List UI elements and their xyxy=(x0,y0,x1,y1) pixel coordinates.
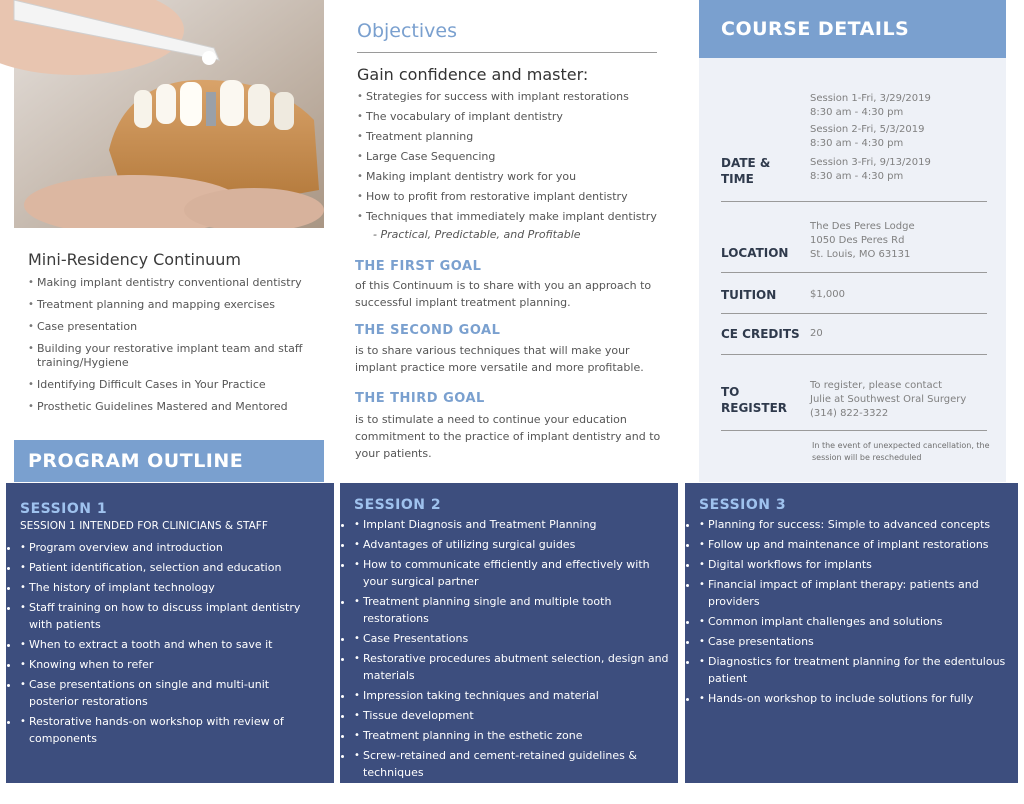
list-item: • • Implant Diagnosis and Treatment Planning xyxy=(354,516,672,533)
session-3-list xyxy=(699,516,1009,710)
dental-model-photo xyxy=(14,0,324,228)
list-item: • Case presentation xyxy=(28,320,324,334)
objectives-subtitle: Gain confidence and master: xyxy=(357,65,589,84)
ce-credits-value: 20 xyxy=(810,328,823,339)
list-item: • • Knowing when to refer xyxy=(20,656,320,673)
list-item: • • Case presentations on single and multi-unit posterior restorations xyxy=(20,676,320,710)
second-goal-text: is to share various techniques that will make your implant practice more versatile and more profitable. xyxy=(355,344,644,374)
list-item: • • Hands-on provisional workshop xyxy=(354,784,672,801)
list-item: • • Impression taking techniques and material xyxy=(354,687,672,704)
session-2-time: 8:30 am - 4:30 pm xyxy=(810,138,904,149)
course-details-title: COURSE DETAILS xyxy=(721,18,910,40)
session-2-title: SESSION 2 xyxy=(354,497,442,513)
list-item: • • Patient identification, selection and education xyxy=(20,559,320,576)
list-item: • • Common implant challenges and solutions xyxy=(699,613,1009,630)
list-item: • • Financial impact of implant therapy: patients and providers xyxy=(699,576,1009,610)
list-item: • • Case Presentations xyxy=(354,630,672,647)
mini-residency-section xyxy=(14,228,324,440)
course-details-header xyxy=(699,0,1006,58)
second-goal-heading: THE SECOND GOAL xyxy=(355,323,501,338)
session-1-time: 8:30 am - 4:30 pm xyxy=(810,107,904,118)
list-item: • Building your restorative implant team and staff training/Hygiene xyxy=(28,342,324,370)
list-item: • The vocabulary of implant dentistry xyxy=(357,109,667,125)
list-item: • • The history of implant technology xyxy=(20,579,320,596)
register-label: TO REGISTER xyxy=(721,385,788,415)
list-item: • Making implant dentistry conventional dentistry xyxy=(28,276,324,290)
third-goal-heading: THE THIRD GOAL xyxy=(355,391,485,406)
session-3-panel xyxy=(685,483,1018,783)
list-item: • Identifying Difficult Cases in Your Practice xyxy=(28,378,324,392)
location-line-3: St. Louis, MO 63131 xyxy=(810,249,911,260)
session-2-date: Session 2-Fri, 5/3/2019 xyxy=(810,124,925,135)
location-line-1: The Des Peres Lodge xyxy=(810,221,915,232)
list-item: • • Advantages of utilizing surgical guides xyxy=(354,536,672,553)
list-item: • How to profit from restorative implant dentistry xyxy=(357,189,667,205)
list-item: • • Restorative procedures abutment selection, design and materials xyxy=(354,650,672,684)
divider xyxy=(721,313,987,314)
divider xyxy=(721,354,987,355)
session-3-time: 8:30 am - 4:30 pm xyxy=(810,171,904,182)
session-1-panel xyxy=(6,483,334,783)
list-item: • • Tissue development xyxy=(354,707,672,724)
location-label: LOCATION xyxy=(721,246,789,260)
session-1-list xyxy=(20,539,320,750)
divider xyxy=(721,201,987,202)
third-goal-text: is to stimulate a need to continue your education commitment to the practice of implant dentistry and to your patients. xyxy=(355,413,661,460)
program-outline-title: PROGRAM OUTLINE xyxy=(28,450,244,472)
session-3-title: SESSION 3 xyxy=(699,497,787,513)
session-2-panel xyxy=(340,483,678,799)
list-item: • • Staff training on how to discuss implant dentistry with patients xyxy=(20,599,320,633)
mini-residency-title: Mini-Residency Continuum xyxy=(28,250,241,269)
list-item: • • Hands-on workshop to include solutions for fully xyxy=(699,690,1009,707)
list-item: • Large Case Sequencing xyxy=(357,149,667,165)
ce-credits-label: CE CREDITS xyxy=(721,327,800,341)
divider xyxy=(721,272,987,273)
list-item: • • Treatment planning in the esthetic zone xyxy=(354,727,672,744)
register-line-1: To register, please contact xyxy=(810,380,942,391)
list-item: • • Restorative hands-on workshop with review of components xyxy=(20,713,320,747)
mini-residency-list xyxy=(28,276,324,422)
session-1-date: Session 1-Fri, 3/29/2019 xyxy=(810,93,931,104)
register-line-2: Julie at Southwest Oral Surgery xyxy=(810,394,967,405)
session-3-date: Session 3-Fri, 9/13/2019 xyxy=(810,157,931,168)
list-item: • Making implant dentistry work for you xyxy=(357,169,667,185)
tuition-label: TUITION xyxy=(721,288,777,302)
list-item: • • Program overview and introduction xyxy=(20,539,320,556)
list-item: • Treatment planning and mapping exercises xyxy=(28,298,324,312)
list-item: • • Screw-retained and cement-retained guidelines & techniques xyxy=(354,747,672,781)
list-item: • • When to extract a tooth and when to save it xyxy=(20,636,320,653)
divider xyxy=(357,52,657,53)
list-item: • Strategies for success with implant restorations xyxy=(357,89,667,105)
location-line-2: 1050 Des Peres Rd xyxy=(810,235,905,246)
list-item: • • Diagnostics for treatment planning for the edentulous patient xyxy=(699,653,1009,687)
register-line-3: (314) 822-3322 xyxy=(810,408,889,419)
objectives-tagline: - Practical, Predictable, and Profitable xyxy=(373,228,581,241)
list-item: • • Case presentations xyxy=(699,633,1009,650)
objectives-list xyxy=(357,89,667,229)
tuition-value: $1,000 xyxy=(810,289,845,300)
objectives-title: Objectives xyxy=(357,20,457,42)
first-goal-heading: THE FIRST GOAL xyxy=(355,259,482,274)
divider xyxy=(721,430,987,431)
list-item: • Treatment planning xyxy=(357,129,667,145)
date-time-label: DATE & TIME xyxy=(721,156,771,186)
list-item: • • Follow up and maintenance of implant restorations xyxy=(699,536,1009,553)
session-1-title: SESSION 1 xyxy=(20,501,108,517)
list-item: • Prosthetic Guidelines Mastered and Mentored xyxy=(28,400,324,414)
dental-model-illustration xyxy=(14,0,324,228)
first-goal-text: of this Continuum is to share with you an approach to successful implant treatment planning. xyxy=(355,279,652,309)
list-item: • Techniques that immediately make implant dentistry xyxy=(357,209,667,225)
list-item: • • Planning for success: Simple to advanced concepts xyxy=(699,516,1009,533)
list-item: • • How to communicate efficiently and effectively with your surgical partner xyxy=(354,556,672,590)
session-2-list xyxy=(354,516,672,804)
session-1-subtitle: SESSION 1 INTENDED FOR CLINICIANS & STAFF xyxy=(20,520,268,532)
list-item: • • Treatment planning single and multiple tooth restorations xyxy=(354,593,672,627)
list-item: • • Digital workflows for implants xyxy=(699,556,1009,573)
program-outline-banner xyxy=(14,440,324,482)
cancellation-note: In the event of unexpected cancellation, the session will be rescheduled xyxy=(812,441,990,462)
